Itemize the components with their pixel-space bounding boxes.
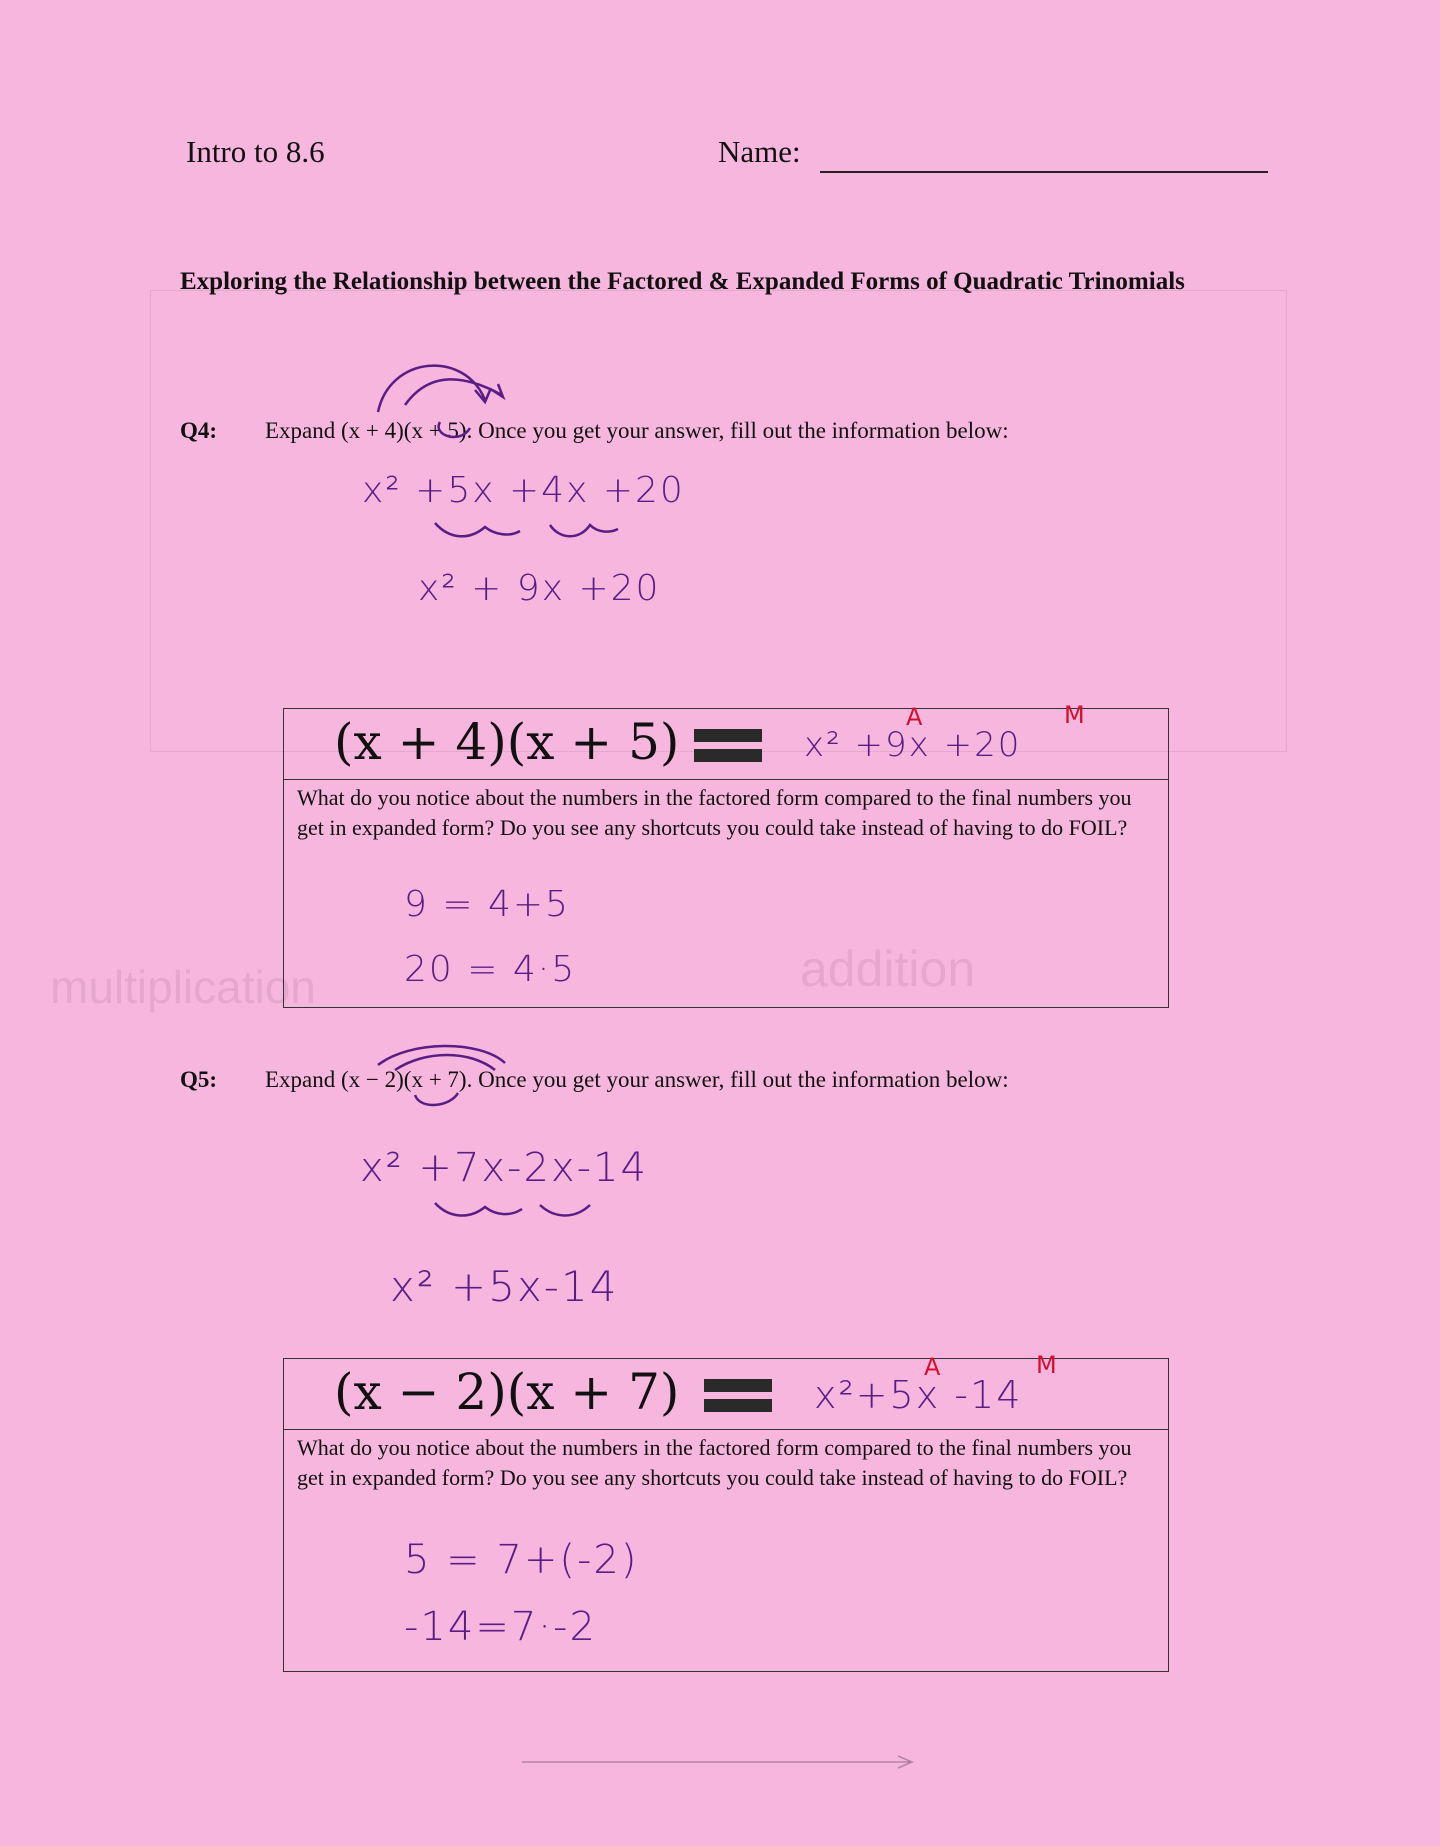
q5-factored-form: (x − 2)(x + 7) [334,1363,680,1421]
q4-answer-box [283,701,1169,1008]
q4-work-line2: x² + 9x +20 [418,568,661,609]
q5-expanded-form: x²+5x -14 [814,1373,1023,1417]
q4-combine-marks [430,515,630,545]
q4-factored-form: (x + 4)(x + 5) [334,713,680,771]
q5-work-line1: x² +7x-2x-14 [360,1145,648,1191]
bleed-through-word: addition [800,941,976,997]
q5-box-question: What do you notice about the numbers in the factored form compared to the final numbers you get in expanded form? Do you see any shortcuts you could take instead of having to do FOIL? [297,1435,1132,1490]
q5-mark-m: M [1036,1351,1057,1379]
q4-label: Q4: [180,418,218,443]
q5-box-header [284,1351,1168,1430]
q4-answer-line2: 20 = 4·5 [404,949,577,990]
q5-equals-bar-top [704,1379,772,1392]
name-line[interactable] [820,171,1268,173]
q4-prompt: Expand (x + 4)(x + 5). Once you get your answer, fill out the information below: [265,418,1009,443]
q4-equals-bar-top [694,729,762,742]
worksheet-subtitle: Exploring the Relationship between the Factored & Expanded Forms of Quadratic Trinomials [180,268,1185,295]
q4-equals-bar-bottom [694,749,762,762]
q5-work-line2: x² +5x-14 [390,1262,619,1311]
q5-prompt: Expand (x − 2)(x + 7). Once you get your answer, fill out the information below: [265,1067,1009,1092]
worksheet-title: Intro to 8.6 [186,134,325,169]
name-label: Name: [718,134,801,169]
q5-foil-arrows [370,1035,520,1115]
q4-box-question: What do you notice about the numbers in the factored form compared to the final numbers you get in expanded form? Do you see any shortcuts you could take instead of having to do FOIL? [297,785,1132,840]
bleed-through-arrow [520,1752,920,1772]
q4-work-line1: x² +5x +4x +20 [362,470,685,511]
q4-expanded-form: x² +9x +20 [804,725,1022,765]
q4-answer-line1: 9 = 4+5 [404,884,570,925]
q5-answer-line2: -14=7·-2 [404,1604,597,1650]
q5-label: Q5: [180,1067,218,1092]
q5-mark-a: A [924,1353,941,1381]
q4-mark-a: A [906,703,923,731]
q5-answer-line1: 5 = 7+(-2) [404,1537,639,1583]
q5-equals-bar-bottom [704,1399,772,1412]
q4-foil-arrows [370,350,510,460]
q4-mark-m: M [1064,701,1085,729]
bleed-through-table [150,290,1287,752]
q5-answer-box [283,1351,1169,1672]
bleed-through-word: multiplication [50,961,316,1013]
q4-box-header [284,701,1168,780]
q5-combine-marks [430,1195,630,1225]
